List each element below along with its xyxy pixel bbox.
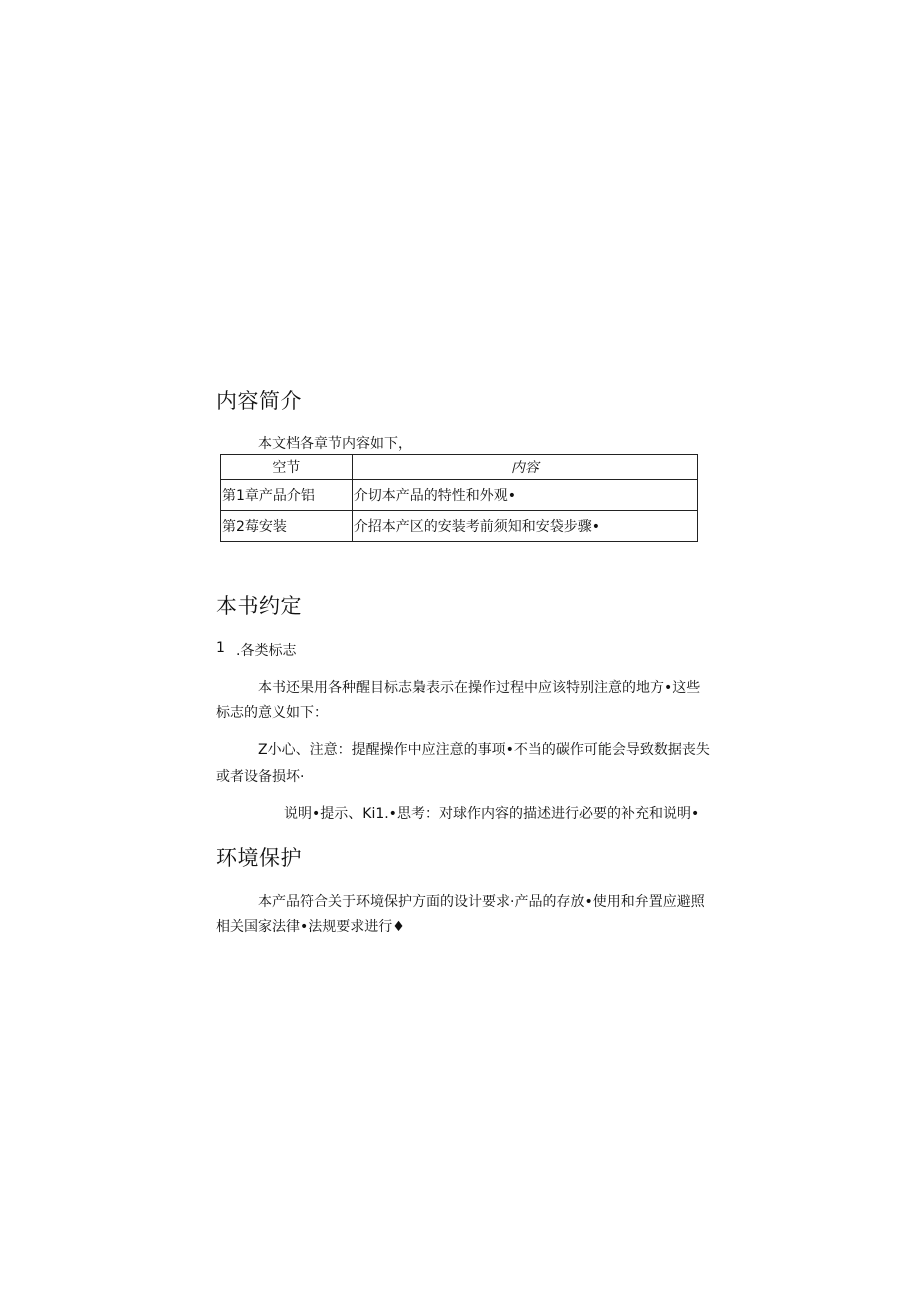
conventions-para-line1: 本书还果用各种醒目标志梟表示在操作过程中应该特别注意的地方•这些 (258, 680, 701, 696)
table-cell: 介招本产区的安装考前须知和安袋步骤• (352, 511, 697, 542)
environment-line2: 相关国家法律•法规要求进行♦ (216, 919, 405, 935)
table-row (221, 480, 698, 511)
intro-lead: 本文档各章节内容如下， (258, 436, 412, 452)
caution-line2: 或者设备损坏· (216, 769, 305, 785)
header-chapter: 空节 (221, 455, 353, 480)
intro-heading: 内容简介 (216, 389, 302, 413)
conventions-para-line2: 标志的意义如下： (216, 705, 328, 721)
environment-heading: 环境保护 (216, 846, 302, 870)
conventions-heading: 本书约定 (216, 594, 302, 618)
table-cell: 第1章产品介铝 (221, 480, 353, 511)
caution-line1: Z小心、注意：提醒操作中应注意的事项•不当的碳作可能会导致数据丧失 (258, 742, 710, 758)
table-cell: 介切本产品的特性和外观• (352, 480, 697, 511)
table-row (221, 511, 698, 542)
table-cell: 第2莓安装 (221, 511, 353, 542)
list-item-number: 1 (216, 640, 225, 656)
list-item-title: .各类标志 (236, 643, 297, 659)
environment-line1: 本产品符合关于环境保护方面的设计要求·产品的存放•使用和弁置应避照 (258, 894, 705, 910)
table-header-row (221, 455, 698, 480)
chapter-table (220, 454, 698, 542)
note-line: 说明•提示、Ki1.•思考：对球作内容的描述进行必要的补充和说明• (284, 806, 700, 822)
header-content: 内容 (352, 455, 697, 480)
